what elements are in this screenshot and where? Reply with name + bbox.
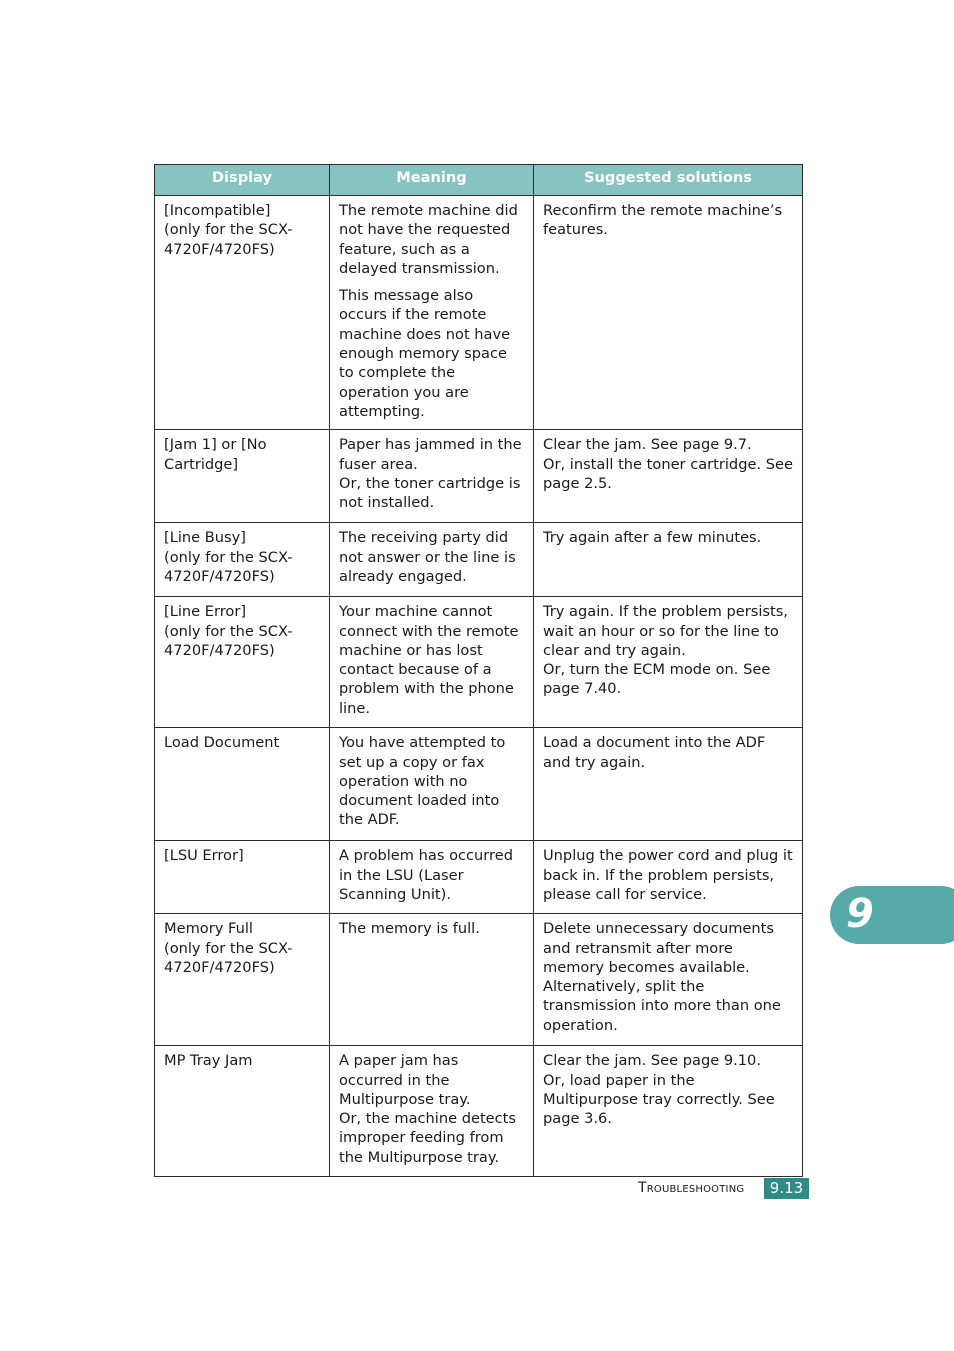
table-row <box>155 841 803 914</box>
display-cell: [Line Busy] (only for the SCX- 4720F/4720FS) <box>155 523 330 597</box>
display-cell: Memory Full (only for the SCX- 4720F/4720FS) <box>155 914 330 1046</box>
header-suggested-solutions: Suggested solutions <box>534 165 803 196</box>
display-cell: MP Tray Jam <box>155 1046 330 1177</box>
display-cell: Load Document <box>155 728 330 841</box>
table-row <box>155 728 803 841</box>
header-meaning: Meaning <box>330 165 534 196</box>
meaning-cell: A problem has occurred in the LSU (Laser Scanning Unit). <box>330 841 534 914</box>
solution-cell: Reconfirm the remote machine’s features. <box>534 196 803 430</box>
meaning-cell: You have attempted to set up a copy or fax operation with no document loaded into the ADF. <box>330 728 534 841</box>
display-cell: [Line Error] (only for the SCX- 4720F/4720FS) <box>155 597 330 728</box>
table-row <box>155 1046 803 1177</box>
troubleshooting-table <box>154 164 803 1177</box>
display-cell: [LSU Error] <box>155 841 330 914</box>
meaning-cell: A paper jam has occurred in the Multipurpose tray. Or, the machine detects improper feeding from the Multipurpose tray. <box>330 1046 534 1177</box>
table-row <box>155 914 803 1046</box>
table-row <box>155 523 803 597</box>
chapter-number: 9 <box>846 891 874 937</box>
display-cell: [Jam 1] or [No Cartridge] <box>155 430 330 523</box>
footer-section-title: Troubleshooting <box>638 1180 745 1196</box>
header-display: Display <box>155 165 330 196</box>
meaning-cell: Your machine cannot connect with the remote machine or has lost contact because of a problem with the phone line. <box>330 597 534 728</box>
table-header-row <box>155 165 803 196</box>
meaning-cell: The remote machine did not have the requested feature, such as a delayed transmission. This message also occurs if the remote machine does not have enough memory space to complete the operation you are attempting. <box>330 196 534 430</box>
table-row <box>155 196 803 430</box>
solution-cell: Load a document into the ADF and try again. <box>534 728 803 841</box>
meaning-cell: Paper has jammed in the fuser area. Or, the toner cartridge is not installed. <box>330 430 534 523</box>
solution-cell: Clear the jam. See page 9.10. Or, load paper in the Multipurpose tray correctly. See page 3.6. <box>534 1046 803 1177</box>
meaning-cell: The memory is full. <box>330 914 534 1046</box>
meaning-cell: The receiving party did not answer or the line is already engaged. <box>330 523 534 597</box>
solution-cell: Clear the jam. See page 9.7. Or, install the toner cartridge. See page 2.5. <box>534 430 803 523</box>
display-cell: [Incompatible] (only for the SCX- 4720F/4720FS) <box>155 196 330 430</box>
table-row <box>155 597 803 728</box>
solution-cell: Try again. If the problem persists, wait an hour or so for the line to clear and try again. Or, turn the ECM mode on. See page 7.40. <box>534 597 803 728</box>
solution-cell: Delete unnecessary documents and retransmit after more memory becomes available. Alternatively, split the transmission into more than one operation. <box>534 914 803 1046</box>
solution-cell: Unplug the power cord and plug it back in. If the problem persists, please call for service. <box>534 841 803 914</box>
solution-cell: Try again after a few minutes. <box>534 523 803 597</box>
footer-page-number: 9.13 <box>764 1178 809 1199</box>
table-row <box>155 430 803 523</box>
